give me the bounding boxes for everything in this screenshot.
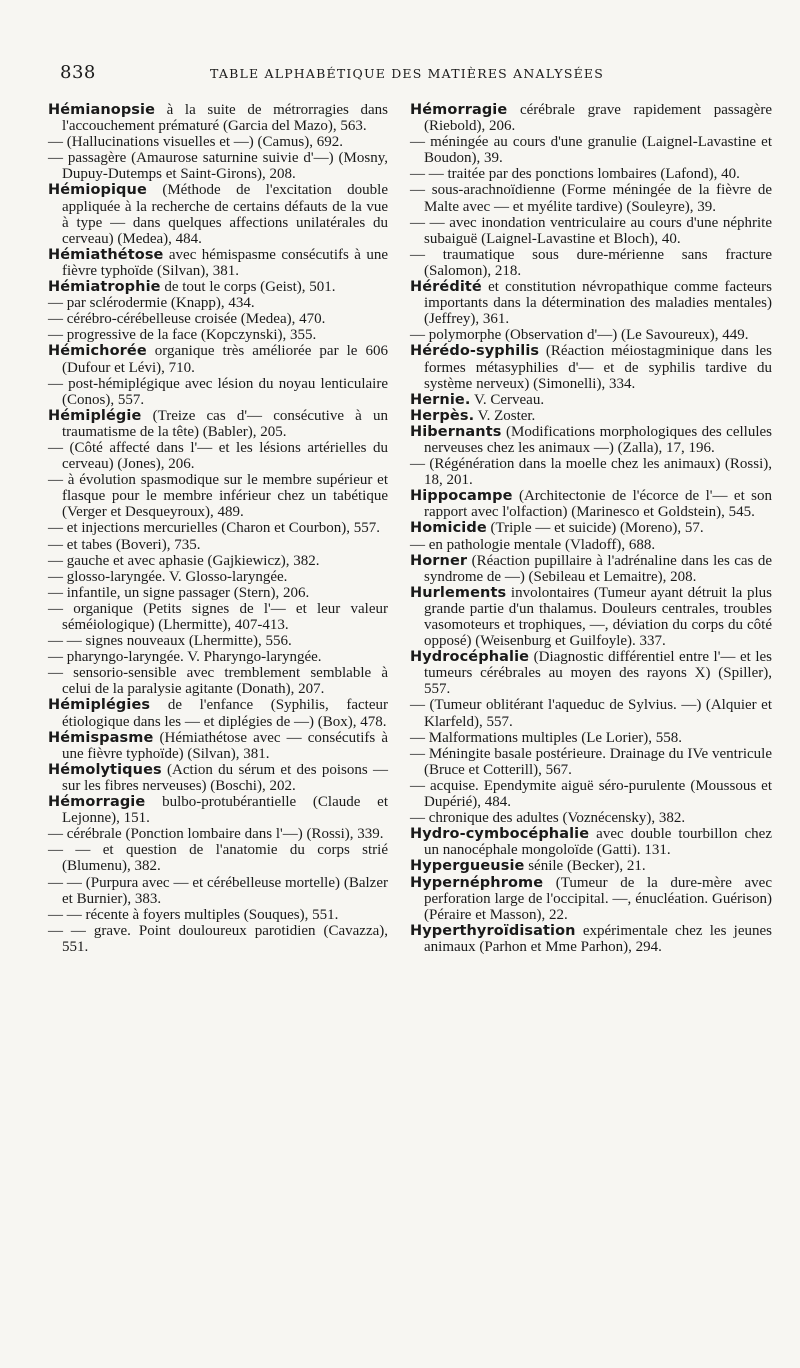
index-entry — [48, 343, 388, 375]
index-entry-text: — — récente à foyers multiples (Souques), 551. — [48, 906, 339, 923]
index-entry-text: — — et question de l'anatomie du corps strié (Blumenu), 382. — [48, 842, 388, 875]
running-title: TABLE ALPHABÉTIQUE DES MATIÈRES ANALYSÉES — [210, 66, 605, 81]
index-term: Hémichorée — [48, 343, 147, 360]
index-term: Hémiplégies — [48, 697, 151, 714]
index-entry-text: — sous-arachnoïdienne (Forme méningée de la fièvre de Malte avec — et myélite tardive) (Souleyre), 39. — [410, 182, 772, 215]
index-term: Hypergueusie — [410, 858, 525, 875]
index-term: Homicide — [410, 520, 487, 537]
index-term: Hémorragie — [48, 794, 146, 811]
index-entry — [48, 247, 388, 279]
index-subentry — [48, 907, 388, 923]
index-entry-text: — à évolution spasmodique sur le membre supérieur et flasque pour le membre inférieur chez un tabétique (Verger et Desqueyroux), 489. — [48, 472, 388, 521]
index-subentry — [410, 247, 772, 279]
index-subentry — [48, 585, 388, 601]
index-entry-text: — cérébrale (Ponction lombaire dans l'—) (Rossi), 339. — [48, 826, 384, 843]
index-entry-text: — (Côté affecté dans l'— et les lésions artérielles du cerveau) (Jones), 206. — [48, 439, 388, 473]
index-entry-text: — en pathologie mentale (Vladoff), 688. — [410, 536, 656, 553]
index-entry-text: bulbo-protubérantielle (Claude et Lejonne), 151. — [62, 794, 388, 827]
index-term: Hémiathétose — [48, 246, 164, 263]
index-term: Hérédité — [410, 279, 482, 296]
index-entry-text: — sensorio-sensible avec tremblement semblable à celui de la paralysie agitante (Donath), 207. — [48, 665, 388, 698]
index-subentry — [410, 810, 772, 826]
index-subentry — [48, 150, 388, 182]
index-entry-text: — par sclérodermie (Knapp), 434. — [48, 295, 255, 312]
index-entry-text: expérimentale chez les jeunes animaux (Parhon et Mme Parhon), 294. — [424, 922, 772, 955]
index-term: Hydro-cymbocéphalie — [410, 826, 590, 843]
index-term: Hydrocéphalie — [410, 649, 530, 666]
index-subentry — [48, 826, 388, 842]
left-column — [48, 102, 388, 955]
index-entry-text: (Modifications morphologiques des cellules nerveuses chez les animaux —) (Zalla), 17, 196. — [424, 423, 772, 456]
index-subentry — [48, 875, 388, 907]
index-entry — [410, 923, 772, 955]
index-entry-text: cérébrale grave rapidement passagère (Riebold), 206. — [424, 102, 772, 135]
index-subentry — [410, 746, 772, 778]
index-entry-text: — Méningite basale postérieure. Drainage du IVe ventricule (Bruce et Cotterill), 567. — [410, 745, 772, 778]
index-subentry — [410, 182, 772, 214]
index-entry-text: — gauche et avec aphasie (Gajkiewicz), 382. — [48, 552, 320, 569]
index-term: Hémianopsie — [48, 102, 156, 118]
index-entry — [410, 424, 772, 456]
index-subentry — [48, 601, 388, 633]
index-entry-text: — cérébro-cérébelleuse croisée (Medea), 470. — [48, 311, 326, 328]
index-term: Hypernéphrome — [410, 874, 544, 891]
index-entry-text: (Tumeur de la dure-mère avec perforation large de l'occipital. —, énucléation. Guérison) (Péraire et Masson), 22. — [424, 874, 772, 923]
index-entry — [410, 488, 772, 520]
index-entry-text: — (Hallucinations visuelles et —) (Camus), 692. — [48, 134, 343, 151]
index-entry-text: — acquise. Ependymite aiguë séro-purulente (Moussous et Dupérié), 484. — [410, 777, 772, 811]
index-entry — [410, 392, 772, 408]
index-subentry — [48, 376, 388, 408]
index-entry-text: (Treize cas d'— consécutive à un traumatisme de la tête) (Babler), 205. — [62, 407, 388, 440]
index-entry-text: (Méthode de l'excitation double appliquée à la recherche de certains défauts de la vue à type — dans quelques affections unilatérales du cerveau) (Medea), 484. — [62, 182, 388, 247]
index-entry-text: involontaires (Tumeur ayant détruit la plus grande partie d'un thalamus. Douleurs centrales, troubles vasomoteurs et trophiques, —, déviation du corps du côté opposé) (Weisenburg et Guilfoyle). 337. — [424, 584, 772, 650]
index-subentry — [48, 311, 388, 327]
index-entry-text: sénile (Becker), 21. — [524, 858, 646, 875]
index-subentry — [410, 778, 772, 810]
index-entry-text: de tout le corps (Geist), 501. — [160, 279, 336, 296]
index-entry-text: V. Zoster. — [474, 407, 536, 424]
index-entry — [410, 826, 772, 858]
index-subentry — [48, 553, 388, 569]
index-entry-text: — chronique des adultes (Voznécensky), 382. — [410, 810, 686, 827]
index-subentry — [410, 166, 772, 182]
index-entry — [410, 279, 772, 327]
index-term: Horner — [410, 552, 468, 569]
index-subentry — [48, 327, 388, 343]
index-entry — [48, 697, 388, 729]
index-entry-text: — (Tumeur oblitérant l'aqueduc de Sylvius. —) (Alquier et Klarfeld), 557. — [410, 697, 772, 730]
index-subentry — [48, 134, 388, 150]
index-entry — [48, 762, 388, 794]
index-entry — [48, 730, 388, 762]
index-subentry — [410, 697, 772, 729]
index-entry-text: — Malformations multiples (Le Lorier), 558. — [410, 729, 683, 746]
index-term: Hémiatrophie — [48, 279, 161, 296]
index-entry-text: — méningée au cours d'une granulie (Laignel-Lavastine et Boudon), 39. — [410, 134, 772, 167]
index-entry — [410, 585, 772, 649]
index-entry-text: — et tabes (Boveri), 735. — [48, 536, 201, 553]
index-entry — [48, 182, 388, 246]
index-entry-text: — progressive de la face (Kopczynski), 355. — [48, 327, 317, 344]
index-subentry — [48, 842, 388, 874]
index-entry — [410, 520, 772, 536]
index-entry-text: — pharyngo-laryngée. V. Pharyngo-laryngée. — [48, 649, 322, 666]
index-term: Herpès. — [410, 407, 475, 424]
index-entry — [48, 279, 388, 295]
index-entry-text: et constitution névropathique comme facteurs importants dans la détermination des maladies mentales) (Jeffrey), 361. — [424, 279, 772, 328]
index-term: Hérédo-syphilis — [410, 343, 540, 360]
index-subentry — [410, 134, 772, 166]
index-entry-text: (Réaction méiostagminique dans les formes métasyphilies d'— et de syphilis tardive du système nerveux) (Simonelli), 334. — [424, 343, 772, 392]
index-entry-text: — — traitée par des ponctions lombaires (Lafond), 40. — [410, 166, 740, 183]
index-entry-text: (Action du sérum et des poisons — sur les fibres nerveuses) (Boschi), 202. — [62, 761, 388, 794]
index-subentry — [48, 633, 388, 649]
index-subentry — [48, 472, 388, 520]
index-subentry — [410, 456, 772, 488]
index-subentry — [48, 520, 388, 536]
page-header — [60, 62, 776, 84]
index-entry — [410, 858, 772, 874]
index-term: Hernie. — [410, 391, 471, 408]
index-entry — [48, 408, 388, 440]
index-subentry — [48, 665, 388, 697]
index-subentry — [410, 537, 772, 553]
index-entry — [410, 408, 772, 424]
index-term: Hémolytiques — [48, 761, 162, 778]
index-entry-text: — organique (Petits signes de l'— et leur valeur séméiologique) (Lhermitte), 407-413. — [48, 600, 388, 633]
index-entry — [410, 102, 772, 134]
index-entry-text: — — signes nouveaux (Lhermitte), 556. — [48, 633, 292, 650]
index-entry — [48, 794, 388, 826]
index-subentry — [410, 215, 772, 247]
index-entry-text: — passagère (Amaurose saturnine suivie d'—) (Mosny, Dupuy-Dutemps et Saint-Girons), 208. — [48, 150, 388, 183]
index-entry-text: de l'enfance (Syphilis, facteur étiologique dans les — et diplégies de —) (Box), 478. — [62, 697, 388, 730]
index-entry-text: (Architectonie de l'écorce de l'— et son rapport avec l'olfaction) (Marinesco et Goldstein), 545. — [424, 488, 772, 521]
index-entry-text: à la suite de métrorragies dans l'accouchement prématuré (Garcia del Mazo), 563. — [62, 102, 388, 135]
index-subentry — [48, 649, 388, 665]
index-entry-text: organique très améliorée par le 606 (Dufour et Lévi), 710. — [62, 343, 388, 376]
index-entry-text: — infantile, un signe passager (Stern), 206. — [48, 584, 310, 601]
index-entry-text: — traumatique sous dure-mérienne sans fracture (Salomon), 218. — [410, 246, 772, 279]
index-entry-text: (Triple — et suicide) (Moreno), 57. — [486, 520, 704, 537]
index-entry-text: — — avec inondation ventriculaire au cours d'une néphrite subaiguë (Laignel-Lavastine et Bloch), 40. — [410, 214, 772, 247]
index-entry-text: V. Cerveau. — [470, 391, 545, 408]
right-column — [410, 102, 772, 955]
index-entry-text: — polymorphe (Observation d'—) (Le Savoureux), 449. — [410, 327, 749, 344]
index-subentry — [48, 569, 388, 585]
index-term: Hyperthyroïdisation — [410, 922, 576, 939]
index-entry-text: avec hémispasme consécutifs à une fièvre typhoïde (Silvan), 381. — [62, 246, 388, 279]
index-entry — [410, 343, 772, 391]
index-term: Hémorragie — [410, 102, 508, 118]
index-subentry — [48, 440, 388, 472]
index-entry-text: avec double tourbillon chez un nanocéphale mongoloïde (Gatti). 131. — [424, 826, 772, 859]
index-entry-text: (Diagnostic différentiel entre l'— et les tumeurs cérébrales au moyen des rayons X) (Spiller), 557. — [424, 649, 772, 698]
index-entry — [410, 649, 772, 697]
index-subentry — [410, 327, 772, 343]
index-entry — [48, 102, 388, 134]
index-term: Hurlements — [410, 584, 507, 601]
index-term: Hémiplégie — [48, 407, 142, 424]
index-entry-text: — et injections mercurielles (Charon et Courbon), 557. — [48, 520, 380, 537]
index-subentry — [48, 537, 388, 553]
page-number: 838 — [60, 62, 96, 83]
index-entry-text: — glosso-laryngée. V. Glosso-laryngée. — [48, 568, 288, 585]
index-entry-text: — — grave. Point douloureux parotidien (Cavazza), 551. — [48, 922, 388, 955]
index-entry-text: (Hémiathétose avec — consécutifs à une fièvre typhoïde) (Silvan), 381. — [62, 729, 388, 762]
index-entry-text: — — (Purpura avec — et cérébelleuse mortelle) (Balzer et Burnier), 383. — [48, 874, 388, 907]
index-term: Hibernants — [410, 423, 502, 440]
index-entry — [410, 875, 772, 923]
index-subentry — [48, 923, 388, 955]
index-subentry — [48, 295, 388, 311]
index-entry-text: — (Régénération dans la moelle chez les animaux) (Rossi), 18, 201. — [410, 456, 772, 489]
index-entry-text: (Réaction pupillaire à l'adrénaline dans les cas de syndrome de —) (Sebileau et Lemaitre), 208. — [424, 552, 772, 585]
index-term: Hémiopique — [48, 182, 147, 199]
index-entry — [410, 553, 772, 585]
index-entry-text: — post-hémiplégique avec lésion du noyau lenticulaire (Conos), 557. — [48, 375, 388, 408]
index-term: Hippocampe — [410, 488, 513, 505]
index-term: Hémispasme — [48, 729, 154, 746]
index-subentry — [410, 730, 772, 746]
